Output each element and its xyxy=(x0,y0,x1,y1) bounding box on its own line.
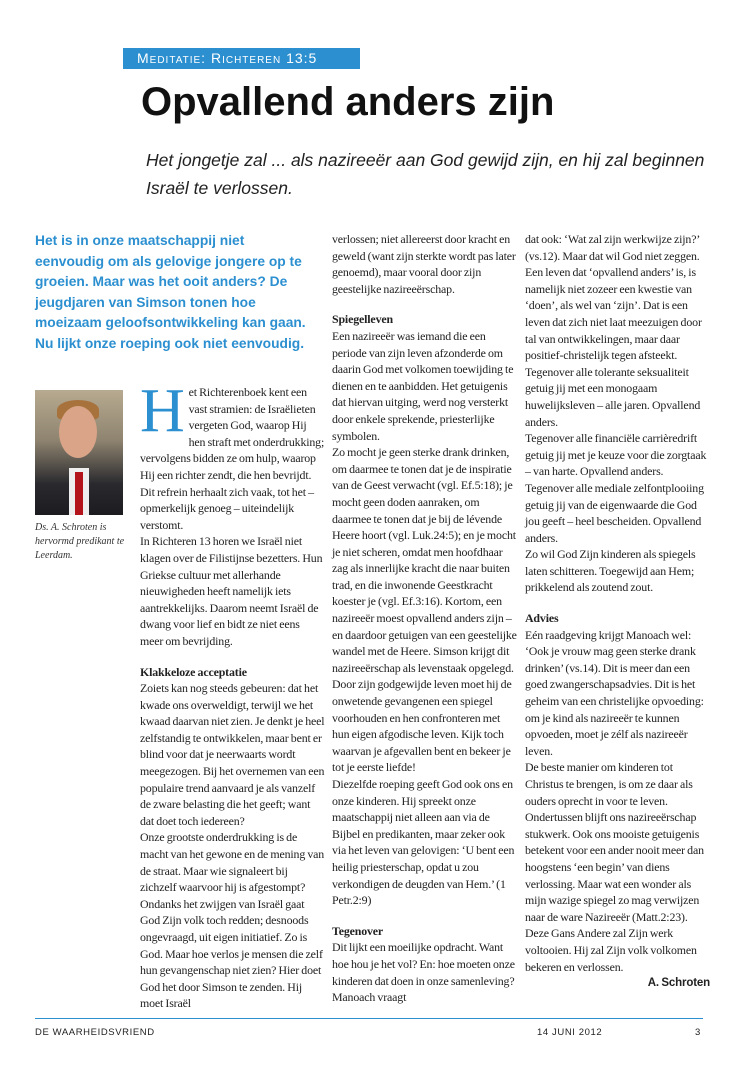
drop-cap: H xyxy=(140,377,185,445)
author-signature: A. Schroten xyxy=(647,977,710,990)
photo-caption: Ds. A. Schroten is hervormd predikant te Leerdam. xyxy=(35,522,125,561)
text-column-1 xyxy=(140,377,325,1012)
paragraph: Onze grootste onderdrukking is de macht van het gewone en de mening van de straat. Maar wie signaleert bij zichzelf waarvoor hij is afgestompt? Ondanks het zwijgen van Israël gaat God Zijn volk toch redden; desnoods ongevraagd, uit eigen initiatief. Zo is God. Maar hoe verlos je mensen die zelf hun gevangenschap niet zien? Hier doet God het door Simson te zenden. Hij moet Israël xyxy=(140,830,325,1011)
paragraph: Een leven dat ‘opvallend anders’ is, is namelijk niet zozeer een kwestie van ‘doen’, als wel van ‘zijn’. Dat is een leven dat zich niet laat meezuigen door tal van ontwikkelingen, maar daar positief-christelijk tegen afsteekt. xyxy=(525,265,702,363)
text-column-3 xyxy=(525,231,710,992)
author-photo xyxy=(35,390,123,515)
paragraph: verlossen; niet allereerst door kracht en geweld (want zijn sterkte wordt pas later genoemd), maar vooral door zijn geestelijke nazireeërschap. xyxy=(332,232,516,296)
article-intro: Het is in onze maatschappij niet eenvoudig om als gelovige jongere op te groeien. Maar was het ooit anders? De jeugdjaren van Simson tonen hoe moeizaam geloofsontwikkeling kan gaan. Nu lijkt onze roeping ook niet eenvoudig. xyxy=(35,233,306,351)
footer-date: 14 JUNI 2012 xyxy=(537,1027,603,1038)
text-column-2 xyxy=(332,231,517,1006)
section-heading: Klakkeloze acceptatie xyxy=(140,664,247,679)
section-label: Meditatie: Richteren 13:5 xyxy=(123,48,360,69)
paragraph: In Richteren 13 horen we Israël niet klagen over de Filistijnse bezetters. Hun Griekse cultuur met allerhande nieuwigheden heeft namelijk iets aantrekkelijks. Daarom neemt Israël de dwang voor lief en bidt ze niet eens meer om bevrijding. xyxy=(140,534,323,648)
paragraph: Zo mocht je geen sterke drank drinken, om daarmee te tonen dat je de inspiratie van de Geest verwacht (vgl. Ef.5:18); je mocht geen doden aanraken, om daarmee te tonen dat je bij de lévende Heere hoort (vgl. Luk.24:5); en je mocht je niet scheren, omdat men hoofdhaar zag als innerlijke kracht die naar buiten trad, en die inwonende Geestkracht koester je (vgl. Ef.3:16). Kortom, een nazireeër moest opvallend anders zijn – en daardoor getuigen van een geestelijke wandel met de Heere. Simson krijgt dit nazireeërschap als levenstaak opgelegd. Door zijn godgewijde leven moet hij de onwetende gevangenen een spiegel voorhouden en hen confronteren met hun eigen afgodische leven. Kijk toch waarvan je afgevallen bent en bekeer je tot je eerste liefde! xyxy=(332,445,517,775)
footer-divider xyxy=(35,1018,703,1019)
page-number: 3 xyxy=(695,1027,701,1038)
section-heading: Advies xyxy=(525,611,559,626)
paragraph: Een nazireeër was iemand die een periode van zijn leven afzonderde om daarin God met volkomen toewijding te dienen en te aanbidden. Het getuigenis dat hiervan uitging, werd nog versterkt door enkele sprekende, priesterlijke symbolen. xyxy=(332,328,514,443)
paragraph: Tegenover alle tolerante seksualiteit getuig jij met een monogaam huwelijksleven – alle jaren. Opvallend anders. xyxy=(525,364,701,429)
article-subtitle: Het jongetje zal ... als nazireeër aan God gewijd zijn, en hij zal beginnen Israël te verlossen. xyxy=(146,150,705,198)
paragraph: Het Richterenboek kent een vast stramien: de Israëlieten vergeten God, waarop Hij hen straft met onderdrukking; vervolgens bidden ze om hulp, waarop Hij een richter zendt, die hen bevrijdt. Dit refrein herhaalt zich vaak, tot het – opmerkelijk genoeg – uiteindelijk verstomt. xyxy=(140,377,325,532)
article-title: Opvallend anders zijn xyxy=(141,80,555,124)
paragraph: Tegenover alle mediale zelfontplooiing getuig jij van de eigenwaarde die God jou geeft – heel bescheiden. Opvallend anders. xyxy=(525,480,704,545)
paragraph: Dit lijkt een moeilijke opdracht. Want hoe hou je het vol? En: hoe moeten onze kinderen dat doen in onze samenleving? Manoach vraagt xyxy=(332,940,515,1005)
section-heading: Tegenover xyxy=(332,923,384,938)
footer-publication: DE WAARHEIDSVRIEND xyxy=(35,1027,155,1038)
paragraph: Zoiets kan nog steeds gebeuren: dat het kwade ons overweldigt, terwijl we het kwaad daarvan niet zien. Je denkt je heel zelfstandig te ontwikkelen, maar bent er blind voor dat je neerwaarts wordt meegezogen. Bij het overnemen van een populaire trend aanvaard je als vanzelf de zware belasting die het geeft; want dat doet toch iedereen? xyxy=(140,681,325,828)
paragraph: Tegenover alle financiële carrièredrift getuig jij met je keuze voor die zorgtaak – van harte. Opvallend anders. xyxy=(525,431,707,479)
paragraph: dat ook: ‘Wat zal zijn werkwijze zijn?’ (vs.12). Maar dat wil God niet zeggen. xyxy=(525,232,700,263)
section-heading: Spiegelleven xyxy=(332,312,393,327)
paragraph: Eén raadgeving krijgt Manoach wel: ‘Ook je vrouw mag geen sterke drank drinken’ (vs.14). Dit is meer dan een goed zwangerschapsadvies. Dit is het geheim van een christelijke opvoeding: om je kind als nazireeër te kunnen opvoeden, moet je zélf als nazireeër leven. xyxy=(525,627,704,758)
paragraph: De beste manier om kinderen tot Christus te brengen, is om ze daar als ouders oprecht in voor te leven. Ondertussen blijft ons nazireeërschap stukwerk. Ook ons mooiste getuigenis betekent voor een ander nooit meer dan hoogstens ‘een begin’ van diens verlossing. Maar wat een wonder als mijn wazige spiegel zo mag verwijzen naar de ware Nazireeër (Matt.2:23). Deze Gans Andere zal Zijn werk voltooien. Hij zal Zijn volk volkomen bekeren en verlossen. xyxy=(525,760,704,974)
paragraph: Diezelfde roeping geeft God ook ons en onze kinderen. Hij spreekt onze maatschappij niet alleen aan via de Bijbel en predikanten, maar zeker ook via het leven van gelovigen: ‘U bent een heilig priesterschap, opdat u zou verkondigen de deugden van Hem.’ (1 Petr.2:9) xyxy=(332,777,515,908)
paragraph: Zo wil God Zijn kinderen als spiegels laten schitteren. Toegewijd aan Hem; prikkelend als zoutend zout. xyxy=(525,547,696,595)
